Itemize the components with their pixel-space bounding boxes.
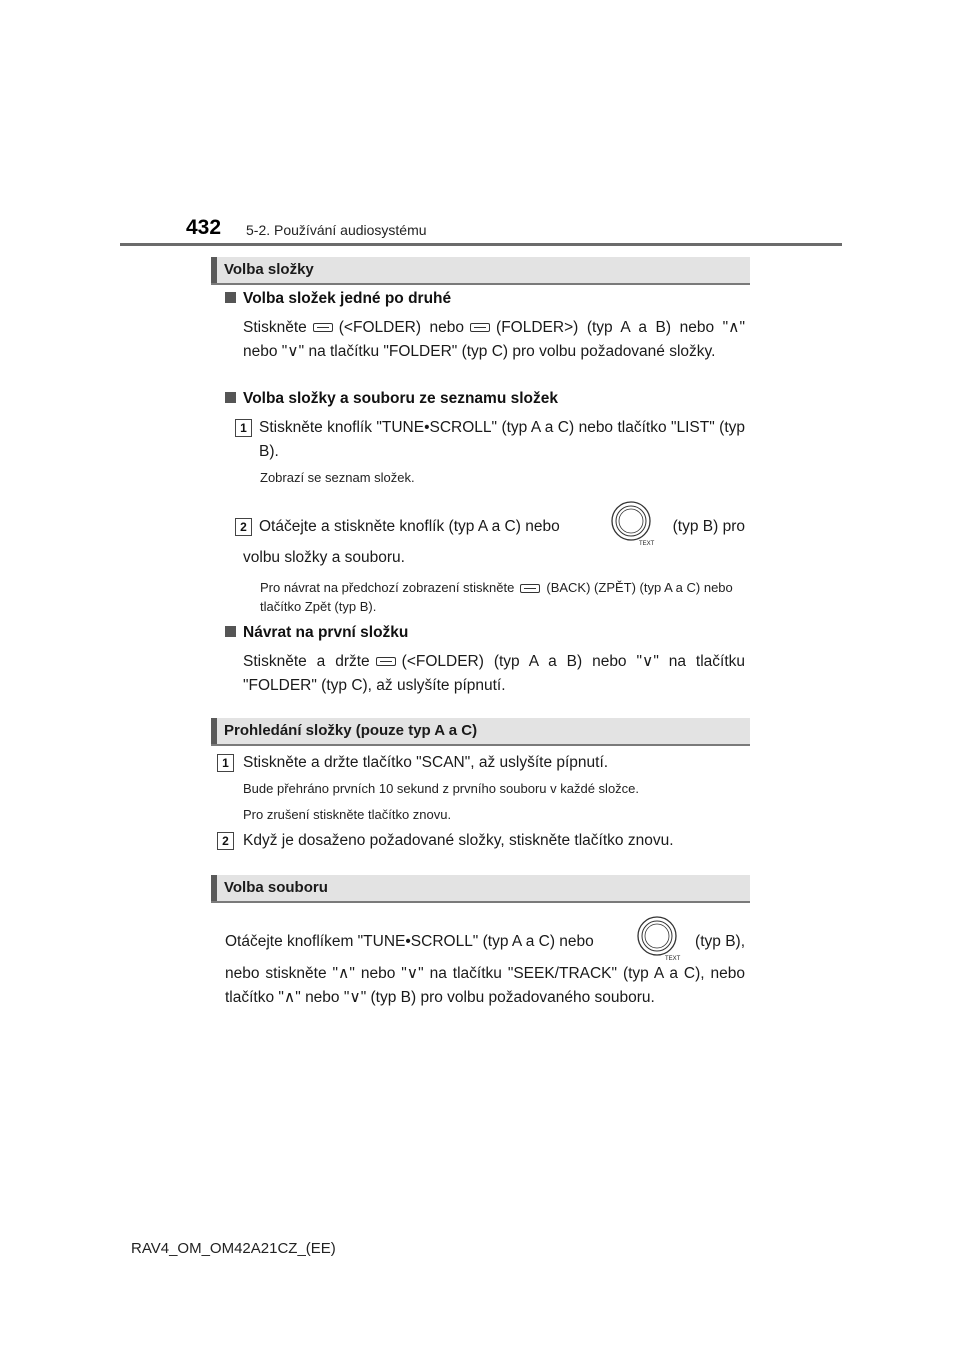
section-bar-file-select (211, 875, 750, 903)
paragraph-folder-select (243, 316, 745, 364)
step-note-back (260, 578, 746, 616)
step-note: Zobrazí se seznam složek. (260, 470, 415, 485)
folder-prev-button-icon (376, 657, 396, 666)
text-fragment: Stiskněte a držte (243, 653, 370, 670)
subheading-text: Návrat na první složku (243, 624, 409, 641)
text-fragment: (<FOLDER) nebo (338, 319, 465, 336)
text-knob-icon (635, 915, 681, 961)
section-accent (211, 875, 217, 901)
step-text: Stiskněte a držte tlačítko "SCAN", až uslyšíte pípnutí. (243, 754, 609, 771)
text-knob-icon (609, 500, 655, 546)
section-accent (211, 718, 217, 744)
subheading-from-list (225, 390, 558, 408)
section-bar-folder-select (211, 257, 750, 285)
text-fragment: (FOLDER>) (typ A a B) nebo "∧" nebo "∨" na tlačítku "FOLDER" (typ C) pro volbu požadované složky. (243, 319, 745, 360)
knob-label: TEXT (665, 956, 681, 961)
paragraph-first-folder (243, 650, 745, 698)
square-bullet-icon (225, 392, 236, 403)
header-rule (120, 243, 842, 246)
folder-prev-button-icon (313, 323, 333, 332)
square-bullet-icon (225, 626, 236, 637)
section-title: Prohledání složky (pouze typ A a C) (224, 722, 478, 739)
paragraph-file-tail: (typ B), (695, 933, 745, 950)
step-number-box: 1 (217, 754, 234, 772)
subheading-text: Volba složky a souboru ze seznamu složek (243, 390, 558, 407)
step-note: Pro zrušení stiskněte tlačítko znovu. (243, 807, 452, 822)
step-text: Stiskněte knoflík "TUNE•SCROLL" (typ A a C) nebo tlačítko "LIST" (typ B). (259, 419, 745, 460)
step-note: Bude přehráno prvních 10 sekund z prvního souboru v každé složce. (243, 781, 640, 796)
knob-label: TEXT (639, 541, 655, 546)
text-fragment: (BACK) (ZPĚT) (typ A a C) nebo tlačítko Zpět (typ B). (260, 580, 733, 614)
subheading-text: Volba složek jedné po druhé (243, 290, 452, 307)
back-button-icon (520, 584, 540, 593)
section-title: Volba složky (224, 261, 314, 278)
page-number: 432 (186, 216, 222, 239)
text-fragment: Otáčejte knoflíkem "TUNE•SCROLL" (typ A a C) nebo (225, 933, 594, 950)
square-bullet-icon (225, 292, 236, 303)
text-fragment: Pro návrat na předchozí zobrazení stiskněte (260, 580, 515, 595)
step-number-box: 1 (235, 419, 252, 437)
section-bar-folder-scan (211, 718, 750, 746)
step-number-box: 2 (217, 832, 234, 850)
text-fragment: (<FOLDER) (typ A a B) nebo "∨" na tlačítku "FOLDER" (typ C), až uslyšíte pípnutí. (243, 653, 745, 694)
step-text: Když je dosaženo požadované složky, stiskněte tlačítko znovu. (243, 832, 674, 849)
step-number-box: 2 (235, 518, 252, 536)
document-code-footer: RAV4_OM_OM42A21CZ_(EE) (131, 1240, 336, 1257)
text-fragment: Otáčejte a stiskněte knoflík (typ A a C) nebo (259, 518, 560, 535)
section-accent (211, 257, 217, 283)
chapter-title: 5-2. Používání audiosystému (246, 222, 427, 238)
subheading-one-by-one (225, 290, 451, 308)
subheading-first-folder (225, 624, 408, 642)
text-fragment: Stiskněte (243, 319, 307, 336)
paragraph-file-continued: nebo stiskněte "∧" nebo "∨" na tlačítku "SEEK/TRACK" (typ A a C), nebo tlačítko "∧" nebo "∨" (typ B) pro volbu požadovaného souboru. (225, 965, 745, 1006)
step-text-continued: volbu složky a souboru. (243, 549, 405, 566)
step-text-tail: (typ B) pro (672, 518, 745, 535)
folder-next-button-icon (470, 323, 490, 332)
section-title: Volba souboru (224, 879, 328, 896)
